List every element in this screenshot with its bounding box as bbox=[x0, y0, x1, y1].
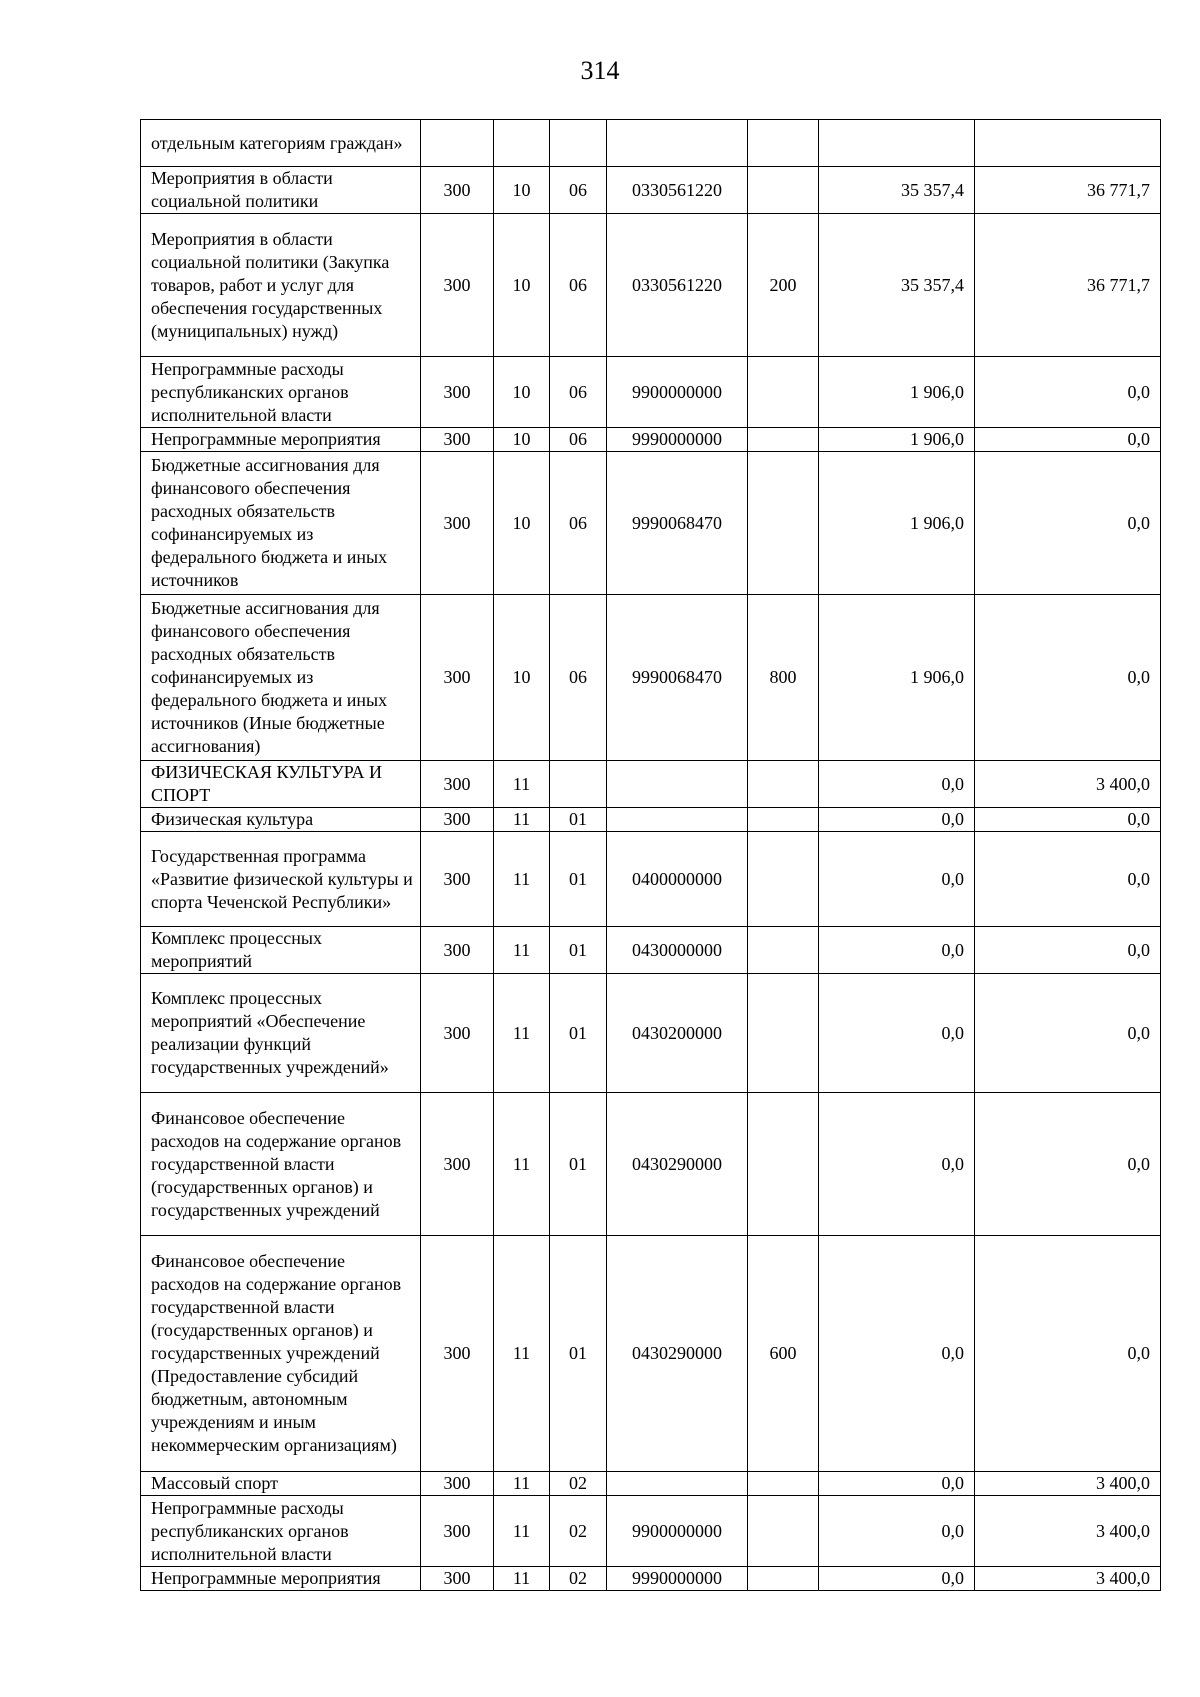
amount-year1-cell: 0,0 bbox=[819, 761, 975, 808]
subsection-cell: 02 bbox=[550, 1496, 607, 1567]
row-name-cell: ФИЗИЧЕСКАЯ КУЛЬТУРА И СПОРТ bbox=[141, 761, 421, 808]
expense-type-cell: 600 bbox=[748, 1236, 819, 1472]
table-row bbox=[141, 120, 1161, 167]
table-row bbox=[141, 761, 1161, 808]
row-name-cell: Мероприятия в области социальной политики bbox=[141, 167, 421, 214]
row-name-cell: Мероприятия в области социальной политики (Закупка товаров, работ и услуг для обеспечения государственных (муниципальных) нужд) bbox=[141, 214, 421, 357]
row-name-cell: Финансовое обеспечение расходов на содержание органов государственной власти (государственных органов) и государственных учреждений bbox=[141, 1093, 421, 1236]
expense-type-cell bbox=[748, 761, 819, 808]
subsection-cell: 01 bbox=[550, 1236, 607, 1472]
section-cell: 10 bbox=[494, 357, 550, 428]
amount-year1-cell: 0,0 bbox=[819, 974, 975, 1093]
amount-year2-cell: 3 400,0 bbox=[975, 1567, 1161, 1591]
amount-year2-cell: 36 771,7 bbox=[975, 214, 1161, 357]
section-cell: 10 bbox=[494, 452, 550, 595]
section-cell bbox=[494, 120, 550, 167]
row-name-cell: Бюджетные ассигнования для финансового обеспечения расходных обязательств софинансируемых из федерального бюджета и иных источников (Иные бюджетные ассигнования) bbox=[141, 595, 421, 761]
section-cell: 10 bbox=[494, 428, 550, 452]
target-article-cell bbox=[607, 808, 748, 832]
subsection-cell: 06 bbox=[550, 214, 607, 357]
target-article-cell: 0430200000 bbox=[607, 974, 748, 1093]
expense-type-cell bbox=[748, 974, 819, 1093]
table-row bbox=[141, 832, 1161, 927]
section-cell: 11 bbox=[494, 974, 550, 1093]
section-cell: 10 bbox=[494, 595, 550, 761]
expense-type-cell bbox=[748, 428, 819, 452]
subsection-cell: 01 bbox=[550, 808, 607, 832]
ved-cell: 300 bbox=[421, 808, 494, 832]
target-article-cell: 0430290000 bbox=[607, 1093, 748, 1236]
budget-table-body bbox=[141, 120, 1161, 1591]
ved-cell: 300 bbox=[421, 974, 494, 1093]
ved-cell: 300 bbox=[421, 167, 494, 214]
subsection-cell: 01 bbox=[550, 1093, 607, 1236]
amount-year1-cell: 35 357,4 bbox=[819, 214, 975, 357]
subsection-cell: 01 bbox=[550, 927, 607, 974]
amount-year2-cell: 0,0 bbox=[975, 452, 1161, 595]
target-article-cell: 0330561220 bbox=[607, 214, 748, 357]
table-row bbox=[141, 595, 1161, 761]
amount-year1-cell: 0,0 bbox=[819, 1496, 975, 1567]
amount-year2-cell: 0,0 bbox=[975, 808, 1161, 832]
subsection-cell: 06 bbox=[550, 167, 607, 214]
section-cell: 10 bbox=[494, 214, 550, 357]
ved-cell: 300 bbox=[421, 1496, 494, 1567]
amount-year2-cell: 0,0 bbox=[975, 428, 1161, 452]
amount-year1-cell: 35 357,4 bbox=[819, 167, 975, 214]
subsection-cell: 01 bbox=[550, 832, 607, 927]
subsection-cell: 06 bbox=[550, 595, 607, 761]
subsection-cell: 02 bbox=[550, 1567, 607, 1591]
target-article-cell: 0430290000 bbox=[607, 1236, 748, 1472]
ved-cell bbox=[421, 120, 494, 167]
expense-type-cell: 800 bbox=[748, 595, 819, 761]
ved-cell: 300 bbox=[421, 1567, 494, 1591]
amount-year1-cell: 1 906,0 bbox=[819, 357, 975, 428]
table-row bbox=[141, 214, 1161, 357]
ved-cell: 300 bbox=[421, 1236, 494, 1472]
subsection-cell: 01 bbox=[550, 974, 607, 1093]
amount-year2-cell: 0,0 bbox=[975, 974, 1161, 1093]
table-row bbox=[141, 167, 1161, 214]
table-row bbox=[141, 428, 1161, 452]
row-name-cell: Непрограммные мероприятия bbox=[141, 428, 421, 452]
table-row bbox=[141, 357, 1161, 428]
amount-year1-cell: 0,0 bbox=[819, 1567, 975, 1591]
ved-cell: 300 bbox=[421, 452, 494, 595]
table-row bbox=[141, 808, 1161, 832]
target-article-cell: 9990068470 bbox=[607, 595, 748, 761]
section-cell: 11 bbox=[494, 808, 550, 832]
expense-type-cell: 200 bbox=[748, 214, 819, 357]
expense-type-cell bbox=[748, 1093, 819, 1236]
ved-cell: 300 bbox=[421, 1093, 494, 1236]
amount-year1-cell: 0,0 bbox=[819, 1236, 975, 1472]
ved-cell: 300 bbox=[421, 595, 494, 761]
expense-type-cell bbox=[748, 1472, 819, 1496]
amount-year1-cell: 1 906,0 bbox=[819, 595, 975, 761]
amount-year1-cell bbox=[819, 120, 975, 167]
table-row bbox=[141, 452, 1161, 595]
expense-type-cell bbox=[748, 1567, 819, 1591]
target-article-cell: 9990000000 bbox=[607, 428, 748, 452]
amount-year1-cell: 1 906,0 bbox=[819, 428, 975, 452]
section-cell: 11 bbox=[494, 1472, 550, 1496]
expense-type-cell bbox=[748, 1496, 819, 1567]
subsection-cell bbox=[550, 761, 607, 808]
table-row bbox=[141, 1236, 1161, 1472]
ved-cell: 300 bbox=[421, 761, 494, 808]
section-cell: 11 bbox=[494, 1093, 550, 1236]
section-cell: 11 bbox=[494, 761, 550, 808]
subsection-cell: 06 bbox=[550, 452, 607, 595]
section-cell: 11 bbox=[494, 927, 550, 974]
subsection-cell: 06 bbox=[550, 357, 607, 428]
table-row bbox=[141, 1567, 1161, 1591]
amount-year2-cell: 0,0 bbox=[975, 832, 1161, 927]
section-cell: 11 bbox=[494, 832, 550, 927]
amount-year2-cell: 0,0 bbox=[975, 927, 1161, 974]
table-row bbox=[141, 1093, 1161, 1236]
amount-year1-cell: 0,0 bbox=[819, 1472, 975, 1496]
subsection-cell: 06 bbox=[550, 428, 607, 452]
expense-type-cell bbox=[748, 452, 819, 595]
expense-type-cell bbox=[748, 120, 819, 167]
ved-cell: 300 bbox=[421, 214, 494, 357]
amount-year2-cell: 0,0 bbox=[975, 1093, 1161, 1236]
ved-cell: 300 bbox=[421, 428, 494, 452]
amount-year2-cell bbox=[975, 120, 1161, 167]
section-cell: 11 bbox=[494, 1496, 550, 1567]
target-article-cell: 9900000000 bbox=[607, 1496, 748, 1567]
ved-cell: 300 bbox=[421, 832, 494, 927]
row-name-cell: Финансовое обеспечение расходов на содержание органов государственной власти (государственных органов) и государственных учреждений (Предоставление субсидий бюджетным, автономным учреждениям и иным некоммерческим организациям) bbox=[141, 1236, 421, 1472]
section-cell: 10 bbox=[494, 167, 550, 214]
row-name-cell: отдельным категориям граждан» bbox=[141, 120, 421, 167]
row-name-cell: Массовый спорт bbox=[141, 1472, 421, 1496]
target-article-cell: 9990000000 bbox=[607, 1567, 748, 1591]
row-name-cell: Государственная программа «Развитие физической культуры и спорта Чеченской Республики» bbox=[141, 832, 421, 927]
table-row bbox=[141, 1472, 1161, 1496]
amount-year1-cell: 0,0 bbox=[819, 927, 975, 974]
amount-year2-cell: 36 771,7 bbox=[975, 167, 1161, 214]
table-row bbox=[141, 927, 1161, 974]
row-name-cell: Непрограммные расходы республиканских органов исполнительной власти bbox=[141, 1496, 421, 1567]
row-name-cell: Бюджетные ассигнования для финансового обеспечения расходных обязательств софинансируемых из федерального бюджета и иных источников bbox=[141, 452, 421, 595]
row-name-cell: Непрограммные мероприятия bbox=[141, 1567, 421, 1591]
expense-type-cell bbox=[748, 167, 819, 214]
ved-cell: 300 bbox=[421, 927, 494, 974]
subsection-cell bbox=[550, 120, 607, 167]
amount-year2-cell: 0,0 bbox=[975, 595, 1161, 761]
amount-year1-cell: 0,0 bbox=[819, 808, 975, 832]
amount-year2-cell: 0,0 bbox=[975, 357, 1161, 428]
amount-year2-cell: 3 400,0 bbox=[975, 1472, 1161, 1496]
target-article-cell bbox=[607, 1472, 748, 1496]
budget-table bbox=[140, 119, 1161, 1591]
expense-type-cell bbox=[748, 832, 819, 927]
amount-year2-cell: 0,0 bbox=[975, 1236, 1161, 1472]
amount-year1-cell: 0,0 bbox=[819, 1093, 975, 1236]
row-name-cell: Физическая культура bbox=[141, 808, 421, 832]
amount-year1-cell: 1 906,0 bbox=[819, 452, 975, 595]
amount-year2-cell: 3 400,0 bbox=[975, 761, 1161, 808]
target-article-cell: 9900000000 bbox=[607, 357, 748, 428]
target-article-cell: 9990068470 bbox=[607, 452, 748, 595]
page-number: 314 bbox=[580, 56, 620, 85]
ved-cell: 300 bbox=[421, 1472, 494, 1496]
expense-type-cell bbox=[748, 927, 819, 974]
section-cell: 11 bbox=[494, 1567, 550, 1591]
table-row bbox=[141, 1496, 1161, 1567]
target-article-cell: 0330561220 bbox=[607, 167, 748, 214]
section-cell: 11 bbox=[494, 1236, 550, 1472]
expense-type-cell bbox=[748, 808, 819, 832]
row-name-cell: Комплекс процессных мероприятий «Обеспечение реализации функций государственных учреждений» bbox=[141, 974, 421, 1093]
target-article-cell bbox=[607, 120, 748, 167]
amount-year2-cell: 3 400,0 bbox=[975, 1496, 1161, 1567]
subsection-cell: 02 bbox=[550, 1472, 607, 1496]
target-article-cell: 0400000000 bbox=[607, 832, 748, 927]
table-row bbox=[141, 974, 1161, 1093]
amount-year1-cell: 0,0 bbox=[819, 832, 975, 927]
ved-cell: 300 bbox=[421, 357, 494, 428]
expense-type-cell bbox=[748, 357, 819, 428]
row-name-cell: Непрограммные расходы республиканских органов исполнительной власти bbox=[141, 357, 421, 428]
row-name-cell: Комплекс процессных мероприятий bbox=[141, 927, 421, 974]
target-article-cell: 0430000000 bbox=[607, 927, 748, 974]
target-article-cell bbox=[607, 761, 748, 808]
